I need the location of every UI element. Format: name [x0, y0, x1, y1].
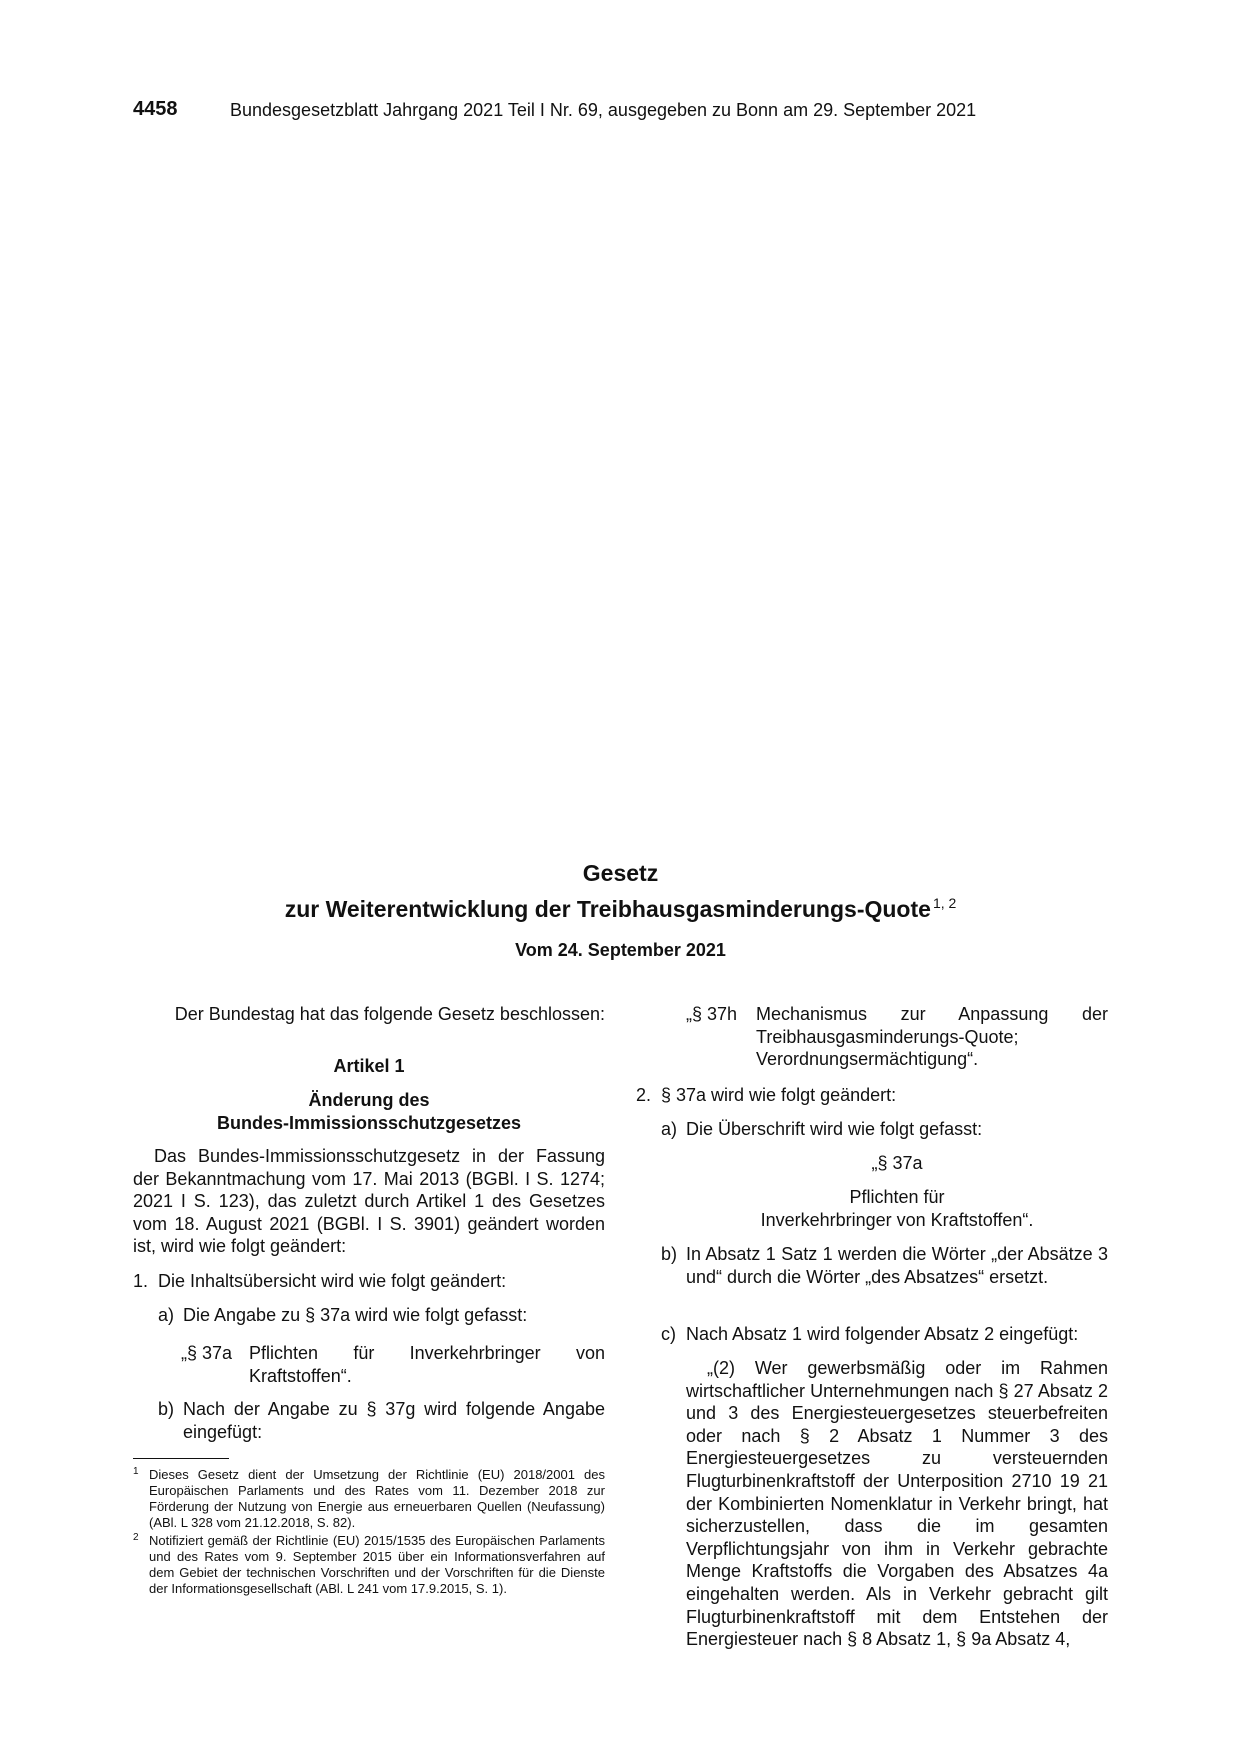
item-2-text: § 37a wird wie folgt geändert:: [661, 1085, 897, 1105]
page-number: 4458: [133, 98, 178, 120]
title-footnote-refs: 1, 2: [932, 895, 957, 911]
item-2c-label: c): [661, 1324, 676, 1344]
title-line-2: [0, 888, 1241, 924]
footnote-2: [133, 1533, 605, 1613]
footnote-1-number: 1: [133, 1466, 139, 1477]
item-2b-label: b): [661, 1244, 678, 1264]
article-title-line-2: Bundes-Immissionsschutzgesetzes: [216, 1113, 522, 1133]
footnote-rule: [133, 1458, 229, 1459]
item-2a-label: a): [661, 1119, 678, 1139]
title-text: zur Weiterentwicklung der Treibhausgasminderungs-Quote: [284, 896, 931, 922]
item-2-number: 2.: [636, 1085, 652, 1105]
article-heading: Artikel 1: [333, 1056, 405, 1076]
item-1a-text: Die Angabe zu § 37a wird wie folgt gefasst:: [183, 1305, 528, 1325]
gazette-line: Bundesgesetzblatt Jahrgang 2021 Teil I Nr. 69, ausgegeben zu Bonn am 29. September 2021: [230, 100, 977, 120]
footnote-1: [133, 1467, 605, 1531]
item-1-number: 1.: [133, 1271, 149, 1291]
intro-paragraph: Das Bundes-Immissionsschutzgesetz in der Fassung der Bekanntmachung vom 17. Mai 2013 (BGBl. I S. 1274; 2021 I S. 123), das zuletzt durch Artikel 1 des Gesetzes vom 18. August 2021 (BGBl. I S. 3901) geändert worden ist, wird wie folgt geändert:: [133, 1146, 605, 1257]
law-date: Vom 24. September 2021: [515, 940, 726, 960]
enactment-formula: Der Bundestag hat das folgende Gesetz beschlossen:: [174, 1004, 605, 1024]
quoted-paragraph-2: „(2) Wer gewerbsmäßig oder im Rahmen wirtschaftlicher Unternehmungen nach § 27 Absatz 2 und 3 des Energiesteuergesetzes steuerbefreiten oder nach § 2 Absatz 1 Nummer 3 des Energiesteuergesetzes zu versteuernden Flugturbinenkraftstoff der Unterposition 2710 19 21 der Kombinierten Nomenklatur in Verkehr bringt, hat sicherzustellen, dass die im gesamten Verpflichtungsjahr von ihm in Verkehr gebrachte Menge Kraftstoffs die Vorgaben des Absatzes 4a eingehalten werden. Als in Verkehr gebracht gilt Flugturbinenkraftstoff mit dem Entstehen der Energiesteuer nach § 8 Absatz 1, § 9a Absatz 4,: [686, 1358, 1108, 1650]
item-1b-label: b): [158, 1399, 175, 1419]
article-title-line-1: Änderung des: [308, 1090, 430, 1110]
item-1-text: Die Inhaltsübersicht wird wie folgt geändert:: [158, 1271, 507, 1291]
item-1b-text: Nach der Angabe zu § 37g wird folgende Angabe eingefügt:: [183, 1399, 605, 1442]
item-1a-label: a): [158, 1305, 175, 1325]
heading-37a-line-2: Inverkehrbringer von Kraftstoffen“.: [760, 1210, 1034, 1230]
item-2b-text: In Absatz 1 Satz 1 werden die Wörter „der Absätze 3 und“ durch die Wörter „des Absatzes“ ersetzt.: [686, 1244, 1108, 1287]
title-line-1: Gesetz: [582, 860, 659, 886]
item-2a-text: Die Überschrift wird wie folgt gefasst:: [686, 1119, 983, 1139]
quote-37h-text: Mechanismus zur Anpassung der Treibhausgasminderungs-Quote; Verordnungsermächtigung“.: [756, 1004, 1108, 1070]
heading-37a-line-1: Pflichten für: [849, 1187, 945, 1207]
heading-37a-ref: „§ 37a: [871, 1153, 923, 1173]
item-2c-text: Nach Absatz 1 wird folgender Absatz 2 eingefügt:: [686, 1324, 1079, 1344]
quote-37a-ref: „§ 37a: [181, 1343, 233, 1363]
quote-37h-ref: „§ 37h: [686, 1004, 738, 1024]
footnote-2-text: Notifiziert gemäß der Richtlinie (EU) 2015/1535 des Europäischen Parlaments und des Rates vom 9. September 2015 über ein Informationsverfahren auf dem Gebiet der technischen Vorschriften und der Vorschriften für die Dienste der Informationsgesellschaft (ABl. L 241 vom 17.9.2015, S. 1).: [149, 1533, 605, 1596]
footnote-2-number: 2: [133, 1532, 139, 1543]
quote-37a-text: Pflichten für Inverkehrbringer von Kraftstoffen“.: [249, 1343, 605, 1386]
footnote-1-text: Dieses Gesetz dient der Umsetzung der Richtlinie (EU) 2018/2001 des Europäischen Parlaments und des Rates vom 11. Dezember 2018 zur Förderung der Nutzung von Energie aus erneuerbaren Quellen (Neufassung) (ABl. L 328 vom 21.12.2018, S. 82).: [149, 1467, 605, 1530]
